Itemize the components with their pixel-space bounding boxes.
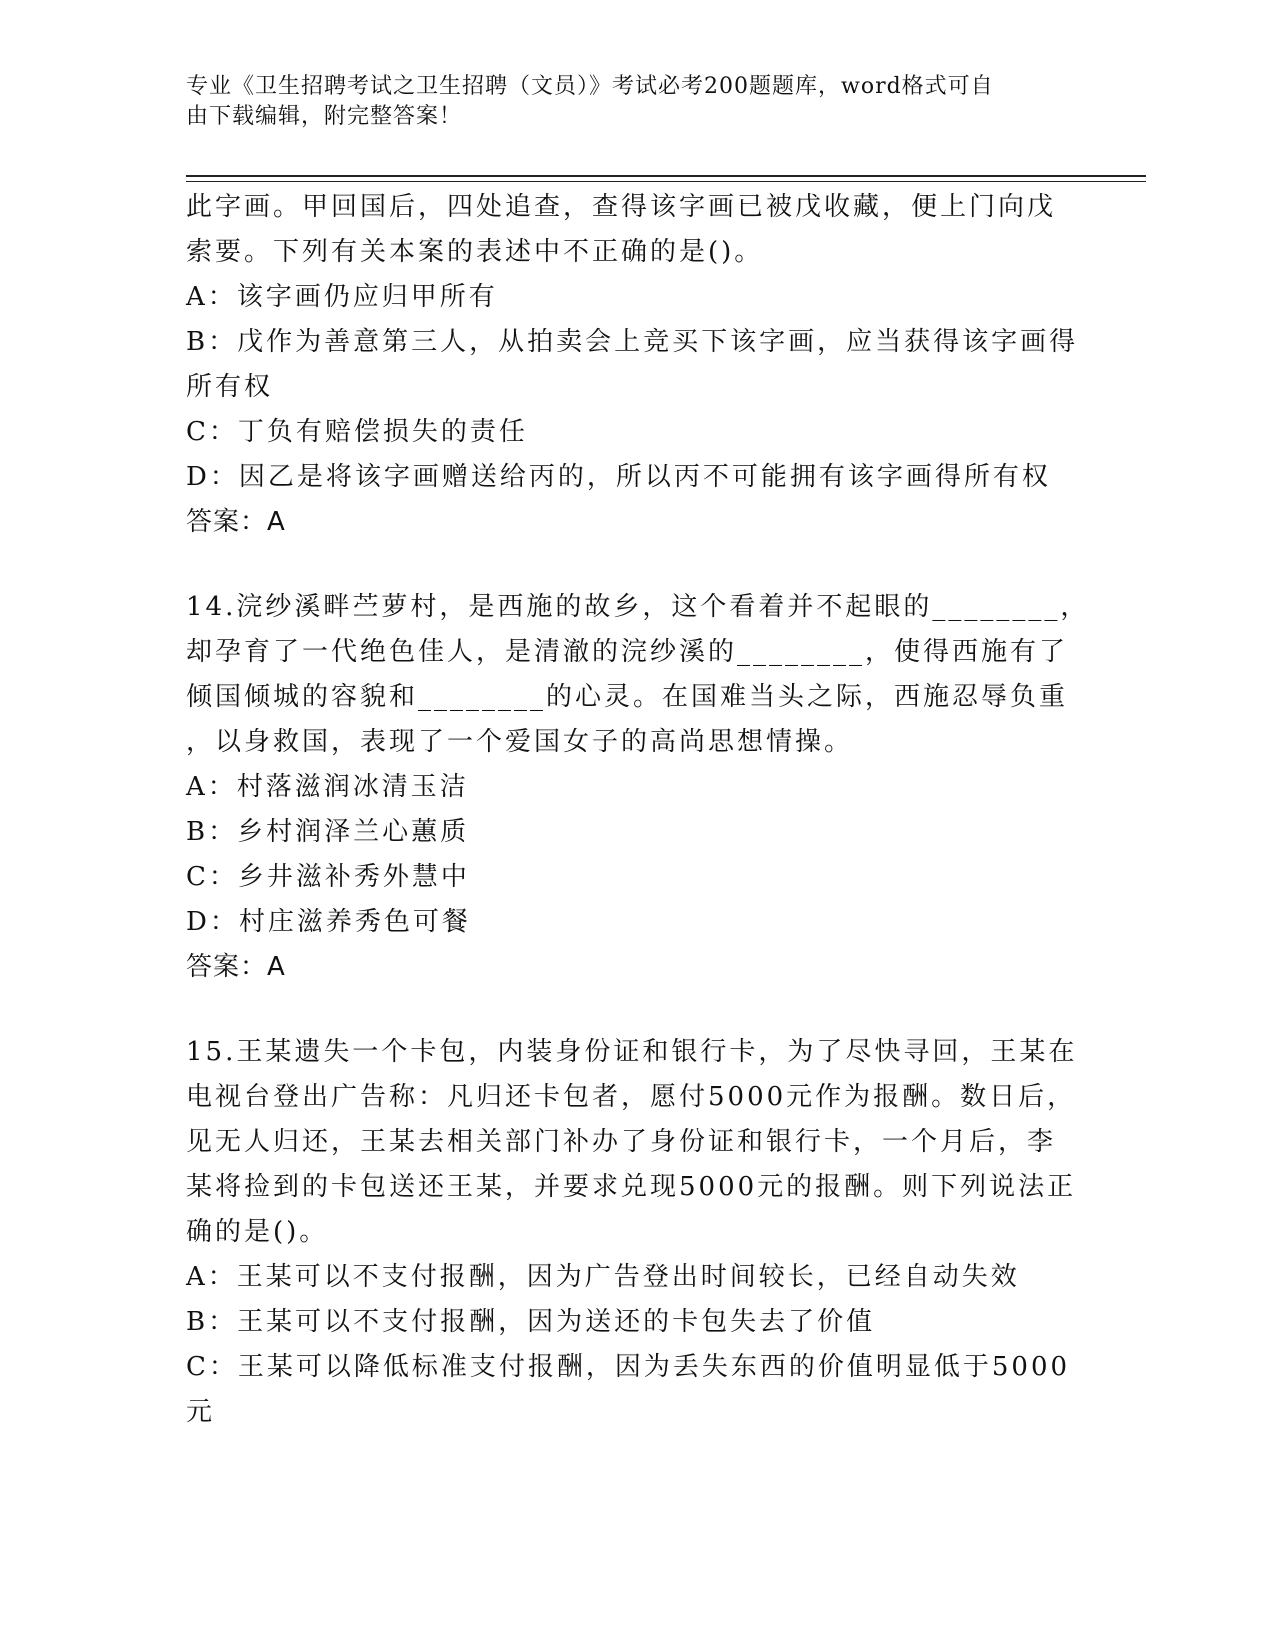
question-14: [186, 585, 1090, 990]
question-stem-line: 电视台登出广告称：凡归还卡包者，愿付5000元作为报酬。数日后，: [186, 1082, 1077, 1112]
answer-label: 答案：A: [186, 507, 286, 537]
question-stem-line: 14.浣纱溪畔苎萝村，是西施的故乡，这个看着并不起眼的________，: [186, 592, 1090, 622]
option-c: C：乡井滋补秀外慧中: [186, 862, 470, 892]
option-b: B：王某可以不支付报酬，因为送还的卡包失去了价值: [186, 1307, 876, 1337]
question-stem-line: 却孕育了一代绝色佳人，是清澈的浣纱溪的________，使得西施有了: [186, 637, 1069, 667]
spacer: [186, 990, 1066, 1030]
option-c: C：丁负有赔偿损失的责任: [186, 417, 528, 447]
option-b: B：戊作为善意第三人，从拍卖会上竞买下该字画，应当获得该字画得: [186, 327, 1079, 357]
document-body: [186, 185, 1090, 1435]
question-stem-line: 15.王某遗失一个卡包，内装身份证和银行卡，为了尽快寻回，王某在: [186, 1037, 1078, 1067]
question-stem-line: 确的是()。: [186, 1217, 329, 1247]
question-stem-line: 见无人归还，王某去相关部门补办了身份证和银行卡，一个月后，李: [186, 1127, 1057, 1157]
question-stem-line: 倾国倾城的容貌和________的心灵。在国难当头之际，西施忍辱负重: [186, 682, 1069, 712]
option-a: A：该字画仍应归甲所有: [186, 282, 498, 312]
option-d: D：村庄滋养秀色可餐: [186, 907, 471, 937]
question-13: [186, 185, 1079, 545]
question-stem-line: 索要。下列有关本案的表述中不正确的是()。: [186, 237, 764, 267]
option-a: A：村落滋润冰清玉洁: [186, 772, 469, 802]
option-c-continued: 元: [186, 1397, 216, 1427]
option-b-continued: 所有权: [186, 372, 274, 402]
header-line-1: 专业《卫生招聘考试之卫生招聘（文员）》考试必考200题题库，word格式可自: [186, 74, 994, 99]
option-c: C：王某可以降低标准支付报酬，因为丢失东西的价值明显低于5000: [186, 1352, 1071, 1382]
option-b: B：乡村润泽兰心蕙质: [186, 817, 470, 847]
spacer: [186, 545, 1066, 585]
header-line-2: 由下载编辑，附完整答案！: [186, 104, 463, 129]
option-d: D：因乙是将该字画赠送给丙的，所以丙不可能拥有该字画得所有权: [186, 462, 1051, 492]
question-stem-line: 某将捡到的卡包送还王某，并要求兑现5000元的报酬。则下列说法正: [186, 1172, 1077, 1202]
page-header: [186, 72, 1066, 132]
header-divider-thin: [186, 181, 1146, 182]
question-stem-line: ，以身救国，表现了一个爱国女子的高尚思想情操。: [186, 727, 854, 757]
question-15: [186, 1030, 1078, 1435]
header-divider-thick: [186, 175, 1146, 177]
answer-label: 答案：A: [186, 952, 286, 982]
question-stem-line: 此字画。甲回国后，四处追查，查得该字画已被戊收藏，便上门向戊: [186, 192, 1057, 222]
option-a: A：王某可以不支付报酬，因为广告登出时间较长，已经自动失效: [186, 1262, 1020, 1292]
